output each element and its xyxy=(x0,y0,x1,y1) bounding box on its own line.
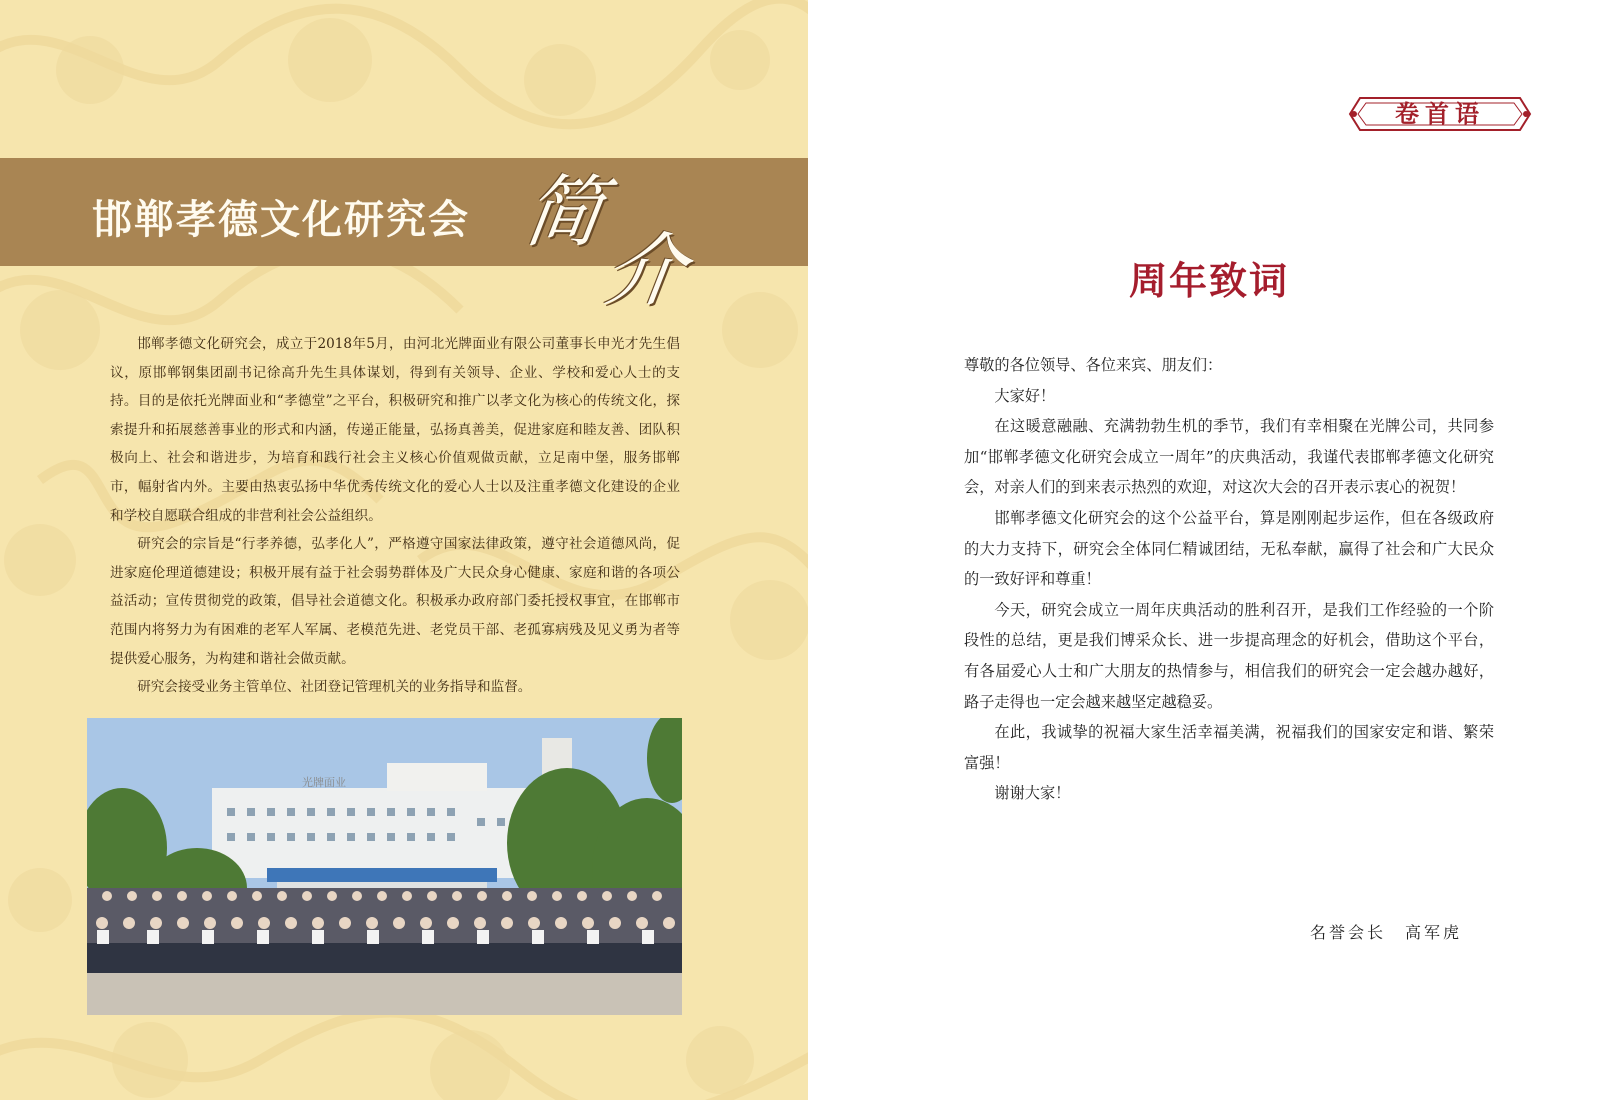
speech-paragraph: 谢谢大家！ xyxy=(994,784,1071,803)
speech-paragraph: 邯郸孝德文化研究会的这个公益平台，算是刚刚起步运作，但在各级政府的大力支持下，研究会全体同仁精诚团结，无私奉献，赢得了社会和广大民众的一致好评和尊重！ xyxy=(964,508,1494,589)
intro-paragraph: 研究会接受业务主管单位、社团登记管理机关的业务指导和监督。 xyxy=(137,679,532,696)
photo-building-sign: 光牌面业 xyxy=(302,776,346,789)
group-photo xyxy=(87,718,682,1015)
calligraphy-char-2: 介 xyxy=(598,224,692,317)
speech-paragraph: 在这暖意融融、充满勃勃生机的季节，我们有幸相聚在光牌公司，共同参加“邯郸孝德文化研究会成立一周年”的庆典活动，我谨代表邯郸孝德文化研究会，对亲人们的到来表示热烈的欢迎，对这次大会的召开表示衷心的祝贺！ xyxy=(964,417,1494,497)
section-title: 邯郸孝德文化研究会 xyxy=(92,197,470,243)
speech-paragraph: 大家好！ xyxy=(994,386,1056,405)
right-page xyxy=(808,0,1610,1100)
intro-text xyxy=(110,330,680,702)
section-badge: 卷首语 xyxy=(1395,99,1485,128)
calligraphy-char-1: 简 xyxy=(518,168,610,258)
speech-paragraph: 尊敬的各位领导、各位来宾、朋友们： xyxy=(964,356,1223,374)
speech-paragraph: 今天，研究会成立一周年庆典活动的胜利召开，是我们工作经验的一个阶段性的总结，更是我们博采众长、进一步提高理念的好机会，借助这个平台，有各届爱心人士和广大朋友的热情参与，相信我们的研究会一定会越办越好，路子走得也一定会越来越坚定越稳妥。 xyxy=(964,600,1494,711)
speech-title: 周年致词 xyxy=(1128,259,1289,303)
intro-paragraph: 邯郸孝德文化研究会，成立于2018年5月，由河北光牌面业有限公司董事长申光才先生倡议，原邯郸钢集团副书记徐高升先生具体谋划，得到有关领导、企业、学校和爱心人士的支持。目的是依托光牌面业和“孝德堂”之平台，积极研究和推广以孝文化为核心的传统文化，探索提升和拓展慈善事业的形式和内涵，传递正能量，弘扬真善美，促进家庭和睦友善、团队积极向上、社会和谐进步，为培育和践行社会主义核心价值观做贡献，立足南中堡，服务邯郸市，幅射省内外。主要由热衷弘扬中华优秀传统文化的爱心人士以及注重孝德文化建设的企业和学校自愿联合组成的非营利社会公益组织。 xyxy=(110,336,680,524)
intro-paragraph: 研究会的宗旨是“行孝养德，弘孝化人”，严格遵守国家法律政策，遵守社会道德风尚，促进家庭伦理道德建设；积极开展有益于社会弱势群体及广大民众身心健康、家庭和谐的各项公益活动；宣传贯彻党的政策，倡导社会道德文化。积极承办政府部门委托授权事宜，在邯郸市范围内将努力为有困难的老军人军属、老模范先进、老党员干部、老孤寡病残及见义勇为者等提供爱心服务，为构建和谐社会做贡献。 xyxy=(110,536,680,667)
signature: 名誉会长 高军虎 xyxy=(1310,923,1463,942)
speech-text xyxy=(964,350,1494,809)
speech-paragraph: 在此，我诚挚的祝福大家生活幸福美满，祝福我们的国家安定和谐、繁荣富强！ xyxy=(964,723,1494,772)
